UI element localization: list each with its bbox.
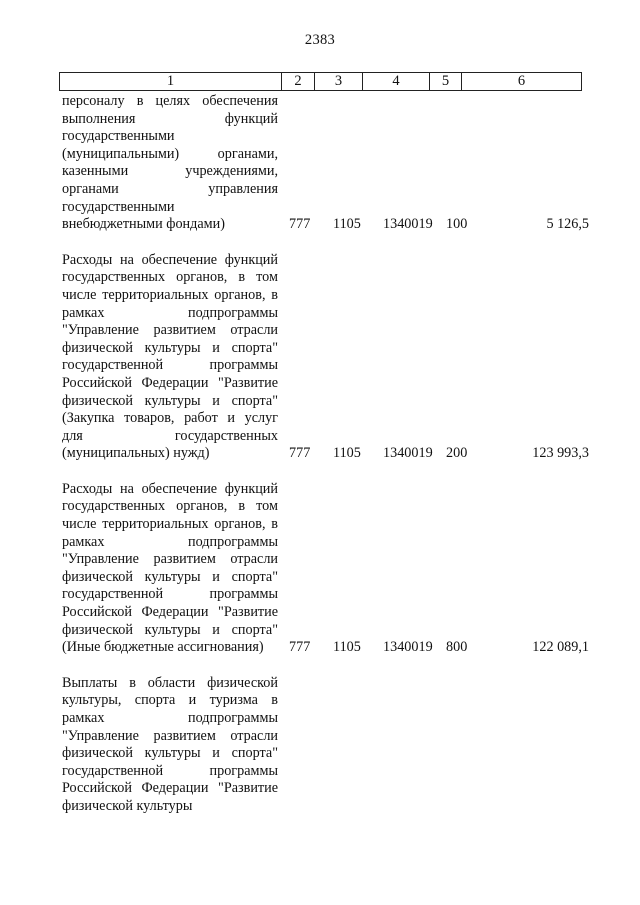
row-description-text: Расходы на обеспечение функций государственных органов, в том числе территориальных органов, в рамках подпрограммы "Управление развитием отрасли физической культуры и спорта" государственной программы Российской Федерации "Развитие физической культуры и спорта" (Иные бюджетные ассигнования) <box>62 480 278 656</box>
row-col-5: 200 <box>446 445 468 462</box>
column-header-5: 5 <box>430 73 462 91</box>
row-col-5: 100 <box>446 216 468 233</box>
row-col-2: 777 <box>289 445 311 462</box>
table-row <box>0 252 640 463</box>
row-col-3: 1105 <box>333 639 361 656</box>
table-row <box>0 675 640 816</box>
table-row <box>0 93 640 234</box>
column-header-1: 1 <box>60 73 282 91</box>
row-col-3: 1105 <box>333 445 361 462</box>
row-col-5: 800 <box>446 639 468 656</box>
column-header-row <box>60 73 582 91</box>
column-header-2: 2 <box>282 73 315 91</box>
row-description <box>62 93 278 234</box>
table-row <box>0 481 640 657</box>
row-col-4: 1340019 <box>383 216 433 233</box>
row-col-6: 122 089,1 <box>532 639 589 656</box>
row-col-2: 777 <box>289 639 311 656</box>
row-description-text: Расходы на обеспечение функций государственных органов, в том числе территориальных органов, в рамках подпрограммы "Управление развитием отрасли физической культуры и спорта" государственной программы Российской Федерации "Развитие физической культуры и спорта" (Закупка товаров, работ и услуг для государственных (муниципальных) нужд) <box>62 251 278 462</box>
column-header-3: 3 <box>315 73 363 91</box>
row-col-6: 123 993,3 <box>532 445 589 462</box>
row-description <box>62 675 278 816</box>
row-col-2: 777 <box>289 216 311 233</box>
row-col-4: 1340019 <box>383 445 433 462</box>
row-description <box>62 481 278 657</box>
page-number: 2383 <box>304 32 336 48</box>
column-header-table <box>59 72 582 91</box>
row-description-text: Выплаты в области физической культуры, спорта и туризма в рамках подпрограммы "Управление развитием отрасли физической культуры и спорта" государственной программы Российской Федерации "Развитие физической культуры <box>62 674 278 814</box>
table-body <box>0 93 640 834</box>
row-col-6: 5 126,5 <box>546 216 589 233</box>
column-header-4: 4 <box>363 73 430 91</box>
row-col-4: 1340019 <box>383 639 433 656</box>
row-col-3: 1105 <box>333 216 361 233</box>
row-description-text: персоналу в целях обеспечения выполнения функций государственными (муниципальными) органами, казенными учреждениями, органами управления государственными внебюджетными фондами) <box>62 93 278 233</box>
row-description <box>62 252 278 463</box>
column-header-6: 6 <box>462 73 582 91</box>
